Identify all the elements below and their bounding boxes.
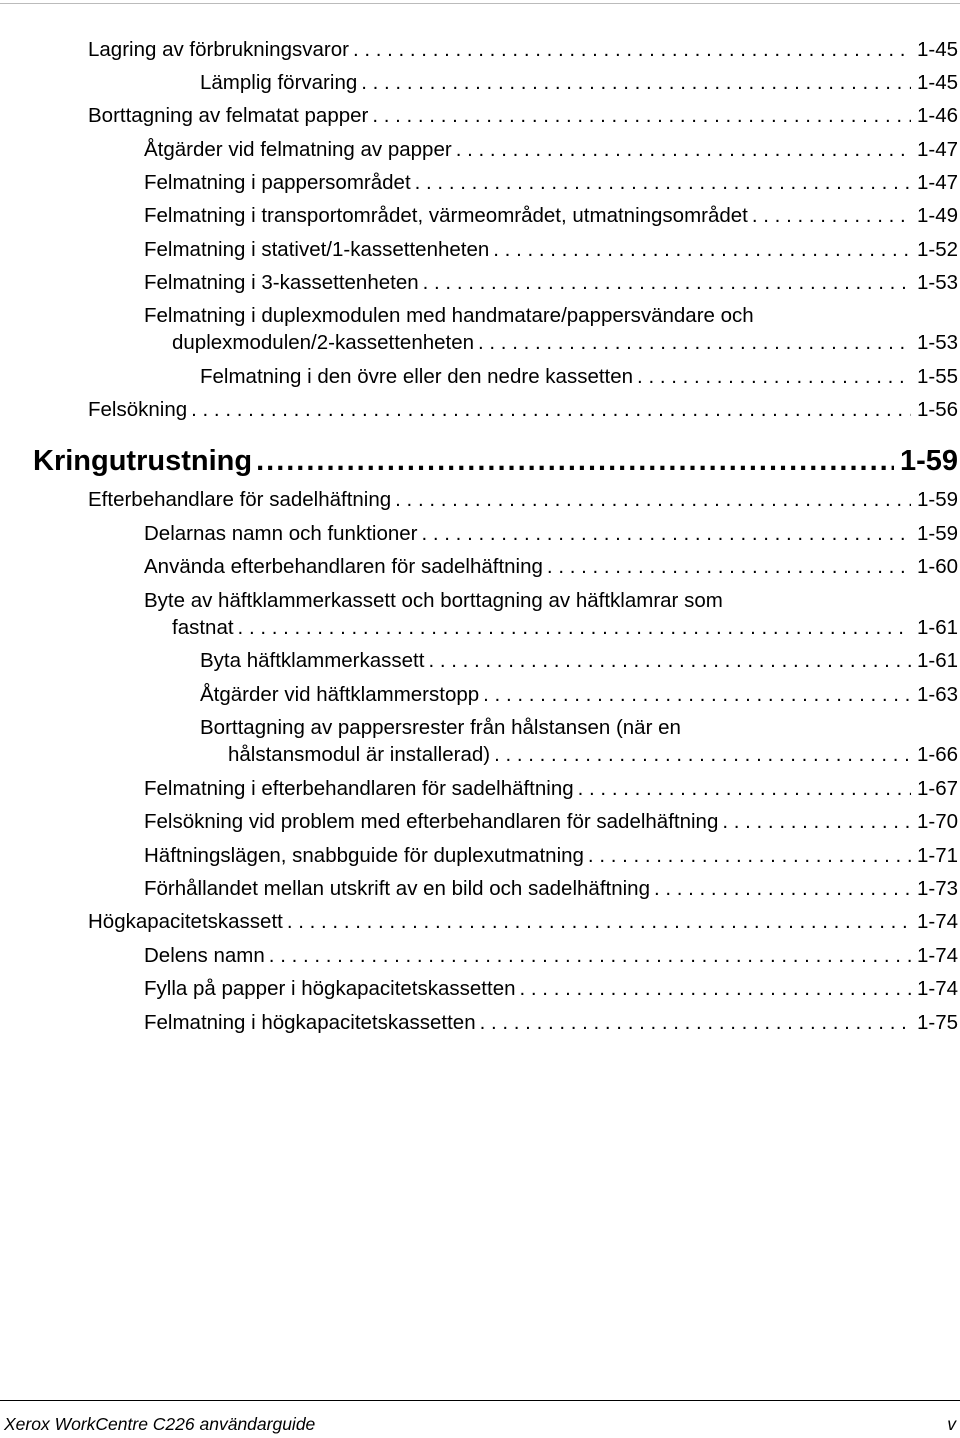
toc-entry-label-line1: Felmatning i duplexmodulen med handmatare/pappersvändare och (144, 304, 754, 327)
toc-entry-page: 1-60 (916, 555, 958, 578)
toc-entry-label: hålstansmodul är installerad) (228, 743, 491, 766)
toc-entry[interactable] (144, 877, 958, 901)
toc-entry-label: fastnat (172, 616, 234, 639)
toc-entry-page: 1-49 (916, 204, 958, 227)
dot-leader (256, 444, 894, 478)
toc-entry-page: 1-56 (916, 398, 958, 421)
dot-leader (422, 522, 911, 546)
toc-entry[interactable] (144, 271, 958, 295)
toc-entry-label: Felmatning i pappersområdet (144, 171, 411, 194)
footer-document-title: Xerox WorkCentre C226 användarguide (4, 1414, 316, 1434)
toc-entry-label-line1: Borttagning av pappersrester från hålstansen (när en (200, 716, 681, 739)
footer-page-number: v (947, 1414, 956, 1434)
toc-entry-label: Högkapacitetskassett (88, 910, 283, 933)
toc-entry-page: 1-47 (916, 171, 958, 194)
toc-entry-page: 1-55 (916, 365, 958, 388)
toc-entry[interactable] (144, 977, 958, 1001)
toc-entry-label: Felmatning i 3-kassettenheten (144, 271, 419, 294)
dot-leader (494, 743, 911, 767)
toc-entry-page: 1-75 (916, 1011, 958, 1034)
toc-entry[interactable] (144, 238, 958, 262)
dot-leader (428, 649, 911, 673)
toc-entry-page: 1-53 (916, 271, 958, 294)
dot-leader (578, 777, 911, 801)
toc-entry[interactable] (144, 944, 958, 968)
toc-entry[interactable] (144, 138, 958, 162)
toc-section-heading[interactable] (33, 444, 958, 478)
toc-entry[interactable] (144, 844, 958, 868)
toc-entry-label: Lagring av förbrukningsvaror (88, 38, 349, 61)
toc-entry-page: 1-61 (916, 616, 958, 639)
dot-leader (395, 488, 911, 512)
toc-entry-label: Delarnas namn och funktioner (144, 522, 418, 545)
dot-leader (722, 810, 911, 834)
dot-leader (456, 138, 911, 162)
toc-entry-label: Häftningslägen, snabbguide för duplexutmatning (144, 844, 584, 867)
toc-entry-page: 1-46 (916, 104, 958, 127)
toc-entry-label: Borttagning av felmatat papper (88, 104, 369, 127)
toc-entry[interactable] (172, 331, 958, 355)
toc-entry[interactable] (200, 365, 958, 389)
dot-leader (269, 944, 911, 968)
toc-entry-label: Förhållandet mellan utskrift av en bild och sadelhäftning (144, 877, 650, 900)
toc-entry-label: Felmatning i stativet/1-kassettenheten (144, 238, 490, 261)
toc-entry[interactable] (144, 204, 958, 228)
toc-entry-label: Åtgärder vid häftklammerstopp (200, 683, 480, 706)
toc-entry-label: Felsökning (88, 398, 188, 421)
dot-leader (520, 977, 911, 1001)
dot-leader (654, 877, 911, 901)
toc-entry-label: Använda efterbehandlaren för sadelhäftning (144, 555, 543, 578)
toc-entry-label: Delens namn (144, 944, 265, 967)
dot-leader (423, 271, 911, 295)
toc-section-label: Kringutrustning (33, 445, 253, 477)
toc-entry-label: Felsökning vid problem med efterbehandlaren för sadelhäftning (144, 810, 719, 833)
toc-entry-label: Efterbehandlare för sadelhäftning (88, 488, 392, 511)
toc-entry-page: 1-70 (916, 810, 958, 833)
dot-leader (637, 365, 911, 389)
toc-entry[interactable] (88, 104, 958, 128)
toc-entry-page: 1-73 (916, 877, 958, 900)
toc-entry[interactable] (88, 488, 958, 512)
dot-leader (480, 1011, 911, 1035)
dot-leader (287, 910, 911, 934)
toc-entry-page: 1-59 (916, 488, 958, 511)
toc-entry-page: 1-63 (916, 683, 958, 706)
toc-entry-label: Lämplig förvaring (200, 71, 358, 94)
toc-entry-label: Byta häftklammerkassett (200, 649, 425, 672)
toc-entry-page: 1-66 (916, 743, 958, 766)
toc-entry-page: 1-45 (916, 71, 958, 94)
toc-entry[interactable] (144, 522, 958, 546)
dot-leader (238, 616, 911, 640)
toc-entry[interactable] (88, 910, 958, 934)
toc-entry-page: 1-74 (916, 977, 958, 1000)
toc-entry-label: Felmatning i efterbehandlaren för sadelhäftning (144, 777, 574, 800)
toc-entry-label-line1: Byte av häftklammerkassett och borttagning av häftklamrar som (144, 589, 723, 612)
toc-entry[interactable] (144, 777, 958, 801)
dot-leader (372, 104, 911, 128)
toc-entry-label: Felmatning i den övre eller den nedre kassetten (200, 365, 634, 388)
toc-entry-label: Felmatning i transportområdet, värmeområdet, utmatningsområdet (144, 204, 748, 227)
toc-entry-label: duplexmodulen/2-kassettenheten (172, 331, 475, 354)
toc-entry[interactable] (144, 1011, 958, 1035)
dot-leader (493, 238, 911, 262)
footer-rule (0, 1400, 960, 1401)
toc-entry[interactable] (172, 616, 958, 640)
toc-entry[interactable] (144, 810, 958, 834)
dot-leader (752, 204, 911, 228)
toc-entry-label: Felmatning i högkapacitetskassetten (144, 1011, 476, 1034)
dot-leader (361, 71, 911, 95)
toc-entry-page: 1-53 (916, 331, 958, 354)
dot-leader (483, 683, 911, 707)
toc-entry-label: Fylla på papper i högkapacitetskassetten (144, 977, 516, 1000)
toc-entry[interactable] (144, 555, 958, 579)
dot-leader (478, 331, 911, 355)
dot-leader (547, 555, 911, 579)
toc-entry-page: 1-74 (916, 944, 958, 967)
toc-entry-page: 1-67 (916, 777, 958, 800)
toc-entry[interactable] (144, 171, 958, 195)
top-rule (0, 3, 960, 4)
toc-entry[interactable] (200, 683, 958, 707)
dot-leader (588, 844, 911, 868)
toc-entry[interactable] (200, 71, 958, 95)
toc-entry-page: 1-47 (916, 138, 958, 161)
toc-section-page: 1-59 (899, 445, 958, 477)
toc-entry[interactable] (200, 649, 958, 673)
toc-entry[interactable] (88, 38, 958, 62)
toc-entry-page: 1-61 (916, 649, 958, 672)
toc-entry-label: Åtgärder vid felmatning av papper (144, 138, 452, 161)
toc-entry-page: 1-52 (916, 238, 958, 261)
toc-entry-page: 1-45 (916, 38, 958, 61)
toc-entry[interactable] (228, 743, 958, 767)
dot-leader (353, 38, 911, 62)
dot-leader (191, 398, 911, 422)
toc-entry-page: 1-71 (916, 844, 958, 867)
toc-entry-page: 1-74 (916, 910, 958, 933)
toc-entry[interactable] (88, 398, 958, 422)
dot-leader (415, 171, 911, 195)
toc-entry-page: 1-59 (916, 522, 958, 545)
